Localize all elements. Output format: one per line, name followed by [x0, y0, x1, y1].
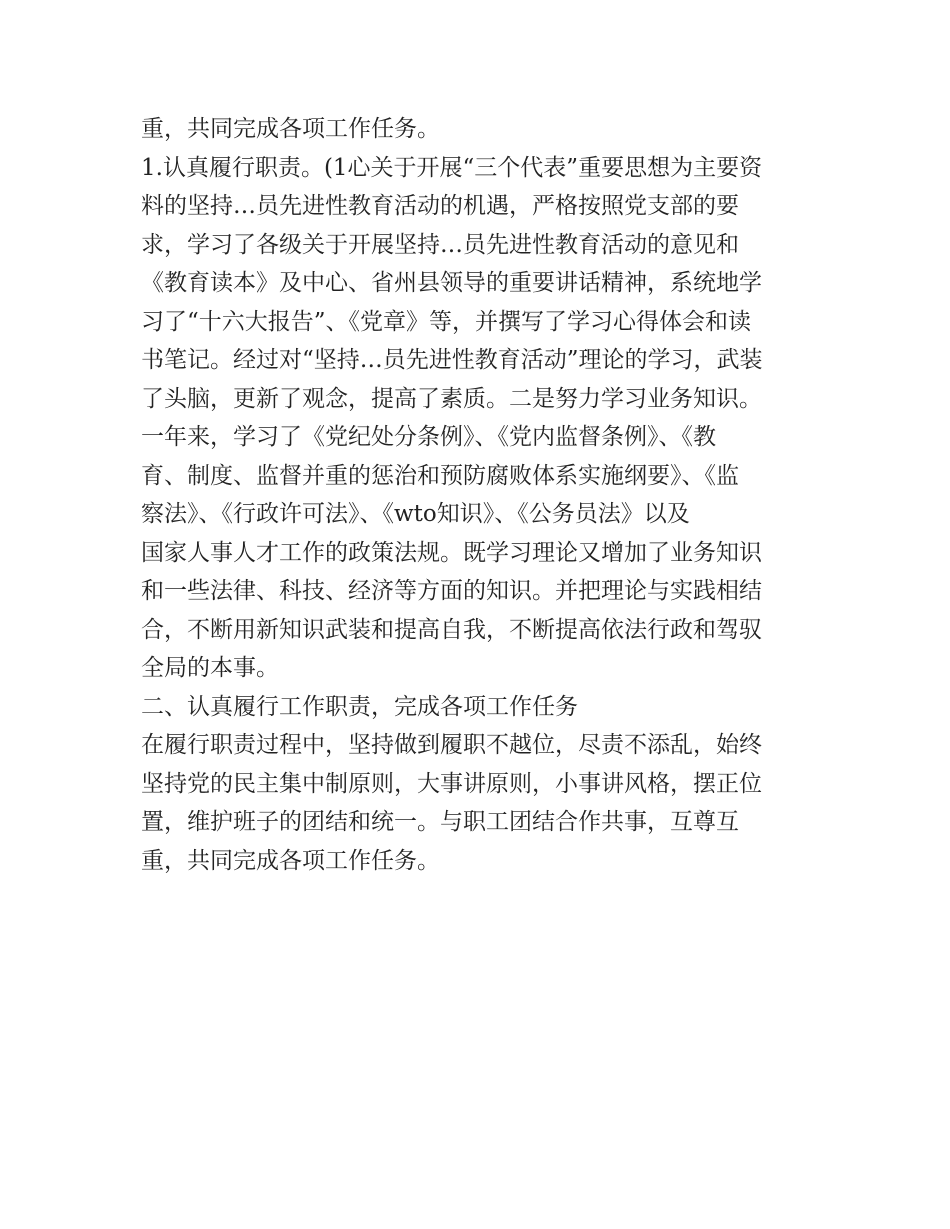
text-line: 1.认真履行职责。(1心关于开展“三个代表”重要思想为主要资 — [141, 154, 763, 181]
text-line: 察法》、《行政许可法》、《wto知识》、《公务员法》以及 — [141, 501, 690, 527]
text-line: 了头脑，更新了观念，提高了素质。二是努力学习业务知识。 — [141, 385, 762, 412]
document-body — [141, 110, 821, 880]
text-line: 国家人事人才工作的政策法规。既学习理论又增加了业务知识 — [141, 539, 762, 566]
text-line: 《教育读本》及中心、省州县领导的重要讲话精神，系统地学 — [141, 270, 762, 296]
section-heading: 二、认真履行工作职责，完成各项工作任务 — [141, 693, 578, 720]
text-line: 重，共同完成各项工作任务。 — [141, 847, 440, 874]
text-line: 合，不断用新知识武装和提高自我，不断提高依法行政和驾驭 — [141, 616, 762, 643]
text-line: 育、制度、监督并重的惩治和预防腐败体系实施纲要》、《监 — [141, 462, 739, 489]
text-line: 坚持党的民主集中制原则，大事讲原则，小事讲风格，摆正位 — [141, 770, 762, 797]
text-line: 和一些法律、科技、经济等方面的知识。并把理论与实践相结 — [141, 578, 762, 604]
text-line: 一年来，学习了《党纪处分条例》、《党内监督条例》、《教 — [141, 424, 716, 450]
text-line: 求，学习了各级关于开展坚持…员先进性教育活动的意见和 — [141, 231, 739, 258]
text-line: 在履行职责过程中，坚持做到履职不越位，尽责不添乱，始终 — [141, 732, 762, 758]
text-line: 置，维护班子的团结和统一。与职工团结合作共事，互尊互 — [141, 809, 739, 835]
text-line: 全局的本事。 — [141, 655, 279, 681]
text-line: 习了“十六大报告”、《党章》等，并撰写了学习心得体会和读 — [141, 308, 752, 335]
text-line: 书笔记。经过对“坚持…员先进性教育活动”理论的学习，武装 — [141, 347, 763, 373]
text-line: 料的坚持…员先进性教育活动的机遇，严格按照党支部的要 — [141, 193, 739, 219]
text-line: 重，共同完成各项工作任务。 — [141, 116, 440, 142]
